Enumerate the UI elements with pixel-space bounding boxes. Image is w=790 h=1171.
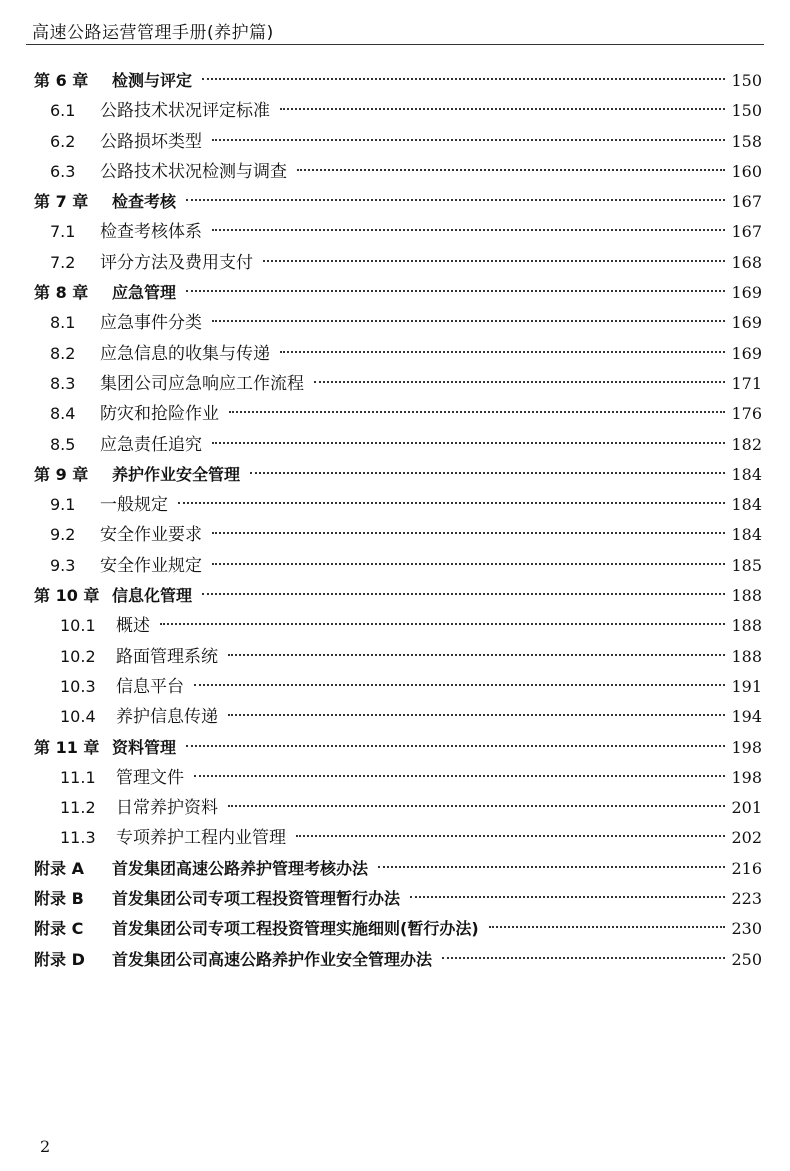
toc-entry-page: 184 bbox=[731, 464, 762, 484]
toc-entry-label: 10.4 bbox=[60, 707, 96, 727]
toc-entry-page: 168 bbox=[731, 252, 762, 272]
dot-leader bbox=[160, 621, 725, 625]
toc-entry-title: 首发集团公司专项工程投资管理实施细则(暂行办法) bbox=[112, 919, 479, 939]
toc-entry-label: 8.1 bbox=[50, 313, 76, 333]
toc-entry-appendix[interactable] bbox=[34, 945, 762, 975]
toc-entry-page: 185 bbox=[731, 555, 762, 575]
toc-entry-title: 首发集团公司高速公路养护作业安全管理办法 bbox=[112, 949, 433, 969]
toc-entry-title: 概述 bbox=[116, 616, 150, 637]
dot-leader bbox=[314, 379, 725, 383]
dot-leader bbox=[212, 318, 725, 322]
toc-entry-chapter[interactable] bbox=[34, 581, 762, 611]
toc-entry-label: 6.3 bbox=[50, 161, 76, 181]
toc-entry-title: 应急责任追究 bbox=[100, 434, 202, 455]
dot-leader bbox=[250, 470, 725, 474]
toc-entry-label: 附录 B bbox=[34, 889, 84, 909]
dot-leader bbox=[212, 137, 725, 141]
toc-entry-title: 专项养护工程内业管理 bbox=[116, 828, 286, 849]
toc-entry-page: 167 bbox=[731, 192, 762, 212]
dot-leader bbox=[296, 833, 725, 837]
toc-entry-title: 评分方法及费用支付 bbox=[100, 252, 253, 273]
toc-entry-label: 10.3 bbox=[60, 676, 96, 696]
toc-entry-label: 第 11 章 bbox=[34, 737, 100, 757]
dot-leader bbox=[212, 227, 725, 231]
toc-entry-page: 202 bbox=[731, 828, 762, 848]
toc-entry-title: 首发集团公司专项工程投资管理暂行办法 bbox=[112, 889, 401, 909]
toc-entry-page: 169 bbox=[731, 343, 762, 363]
toc-entry-title: 防灾和抢险作业 bbox=[100, 404, 219, 425]
toc-entry-title: 检查考核 bbox=[112, 192, 177, 212]
toc-entry-page: 150 bbox=[731, 71, 762, 90]
toc-entry-title: 养护作业安全管理 bbox=[112, 464, 241, 484]
toc-entry-label: 第 8 章 bbox=[34, 283, 89, 303]
toc-entry-title: 首发集团高速公路养护管理考核办法 bbox=[112, 858, 369, 878]
toc-entry-section[interactable] bbox=[34, 248, 762, 278]
toc-entry-page: 169 bbox=[731, 283, 762, 303]
toc-entry-title: 管理文件 bbox=[116, 767, 184, 788]
toc-entry-label: 第 6 章 bbox=[34, 71, 89, 90]
dot-leader bbox=[229, 409, 725, 413]
toc-entry-chapter[interactable] bbox=[34, 278, 762, 308]
toc-entry-title: 路面管理系统 bbox=[116, 646, 218, 667]
toc-entry-label: 6.2 bbox=[50, 131, 76, 151]
dot-leader bbox=[410, 894, 725, 898]
toc-entry-label: 6.1 bbox=[50, 101, 76, 121]
dot-leader bbox=[442, 955, 725, 959]
dot-leader bbox=[378, 864, 725, 868]
dot-leader bbox=[212, 561, 725, 565]
toc-entry-title: 集团公司应急响应工作流程 bbox=[100, 373, 304, 394]
toc-entry-page: 230 bbox=[731, 919, 762, 939]
toc-entry-sub[interactable] bbox=[34, 642, 762, 672]
toc-entry-appendix[interactable] bbox=[34, 914, 762, 944]
table-of-contents bbox=[34, 66, 762, 975]
toc-entry-page: 171 bbox=[731, 373, 762, 393]
dot-leader bbox=[212, 530, 725, 534]
toc-entry-page: 250 bbox=[731, 949, 762, 969]
toc-entry-title: 信息化管理 bbox=[112, 586, 193, 606]
toc-entry-title: 应急事件分类 bbox=[100, 313, 202, 334]
toc-entry-appendix[interactable] bbox=[34, 854, 762, 884]
toc-entry-section[interactable] bbox=[34, 308, 762, 338]
toc-entry-label: 9.2 bbox=[50, 525, 76, 545]
toc-entry-chapter[interactable] bbox=[34, 66, 762, 96]
toc-entry-chapter[interactable] bbox=[34, 460, 762, 490]
toc-entry-sub[interactable] bbox=[34, 702, 762, 732]
dot-leader bbox=[178, 500, 725, 504]
toc-entry-section[interactable] bbox=[34, 339, 762, 369]
toc-entry-label: 第 7 章 bbox=[34, 192, 89, 212]
dot-leader bbox=[186, 197, 725, 201]
toc-entry-title: 公路损坏类型 bbox=[100, 131, 202, 152]
dot-leader bbox=[194, 682, 725, 686]
toc-entry-label: 11.3 bbox=[60, 828, 96, 848]
dot-leader bbox=[297, 167, 725, 171]
toc-entry-label: 10.2 bbox=[60, 646, 96, 666]
toc-entry-section[interactable] bbox=[34, 490, 762, 520]
toc-entry-sub[interactable] bbox=[34, 763, 762, 793]
toc-entry-page: 191 bbox=[731, 676, 762, 696]
toc-entry-title: 信息平台 bbox=[116, 676, 184, 697]
toc-entry-page: 201 bbox=[731, 798, 762, 818]
toc-entry-section[interactable] bbox=[34, 369, 762, 399]
toc-entry-label: 11.1 bbox=[60, 767, 96, 787]
toc-entry-page: 160 bbox=[731, 161, 762, 181]
toc-entry-title: 资料管理 bbox=[112, 737, 177, 757]
toc-entry-title: 一般规定 bbox=[100, 495, 168, 516]
toc-entry-label: 8.3 bbox=[50, 373, 76, 393]
toc-entry-page: 194 bbox=[731, 707, 762, 727]
toc-entry-page: 188 bbox=[731, 616, 762, 636]
toc-entry-label: 9.3 bbox=[50, 555, 76, 575]
toc-entry-page: 182 bbox=[731, 434, 762, 454]
toc-entry-sub[interactable] bbox=[34, 672, 762, 702]
toc-entry-section[interactable] bbox=[34, 127, 762, 157]
toc-entry-label: 8.5 bbox=[50, 434, 76, 454]
dot-leader bbox=[280, 349, 725, 353]
toc-entry-label: 8.2 bbox=[50, 343, 76, 363]
toc-entry-label: 附录 C bbox=[34, 919, 84, 939]
toc-entry-page: 188 bbox=[731, 646, 762, 666]
toc-entry-title: 应急信息的收集与传递 bbox=[100, 343, 270, 364]
dot-leader bbox=[280, 106, 725, 110]
toc-entry-label: 7.1 bbox=[50, 222, 76, 242]
toc-entry-title: 安全作业要求 bbox=[100, 525, 202, 546]
dot-leader bbox=[263, 258, 725, 262]
dot-leader bbox=[194, 773, 725, 777]
toc-entry-title: 检查考核体系 bbox=[100, 222, 202, 243]
toc-entry-section[interactable] bbox=[34, 520, 762, 550]
toc-entry-chapter[interactable] bbox=[34, 187, 762, 217]
page-number: 2 bbox=[40, 1137, 51, 1156]
dot-leader bbox=[186, 743, 725, 747]
toc-entry-title: 应急管理 bbox=[112, 283, 177, 303]
toc-entry-title: 检测与评定 bbox=[112, 71, 193, 90]
toc-entry-page: 223 bbox=[731, 889, 762, 909]
toc-entry-title: 日常养护资料 bbox=[116, 798, 218, 819]
toc-entry-label: 11.2 bbox=[60, 798, 96, 818]
toc-entry-title: 公路技术状况检测与调查 bbox=[100, 161, 287, 182]
header-rule bbox=[26, 44, 764, 45]
toc-entry-label: 第 10 章 bbox=[34, 586, 100, 606]
toc-entry-page: 158 bbox=[731, 131, 762, 151]
toc-entry-label: 第 9 章 bbox=[34, 464, 89, 484]
toc-entry-page: 188 bbox=[731, 586, 762, 606]
dot-leader bbox=[212, 440, 725, 444]
toc-entry-title: 安全作业规定 bbox=[100, 555, 202, 576]
toc-entry-page: 198 bbox=[731, 737, 762, 757]
dot-leader bbox=[228, 652, 725, 656]
toc-entry-section[interactable] bbox=[34, 551, 762, 581]
dot-leader bbox=[202, 76, 725, 80]
dot-leader bbox=[186, 288, 725, 292]
toc-entry-label: 10.1 bbox=[60, 616, 96, 636]
toc-entry-title: 公路技术状况评定标准 bbox=[100, 101, 270, 122]
toc-entry-section[interactable] bbox=[34, 96, 762, 126]
toc-entry-sub[interactable] bbox=[34, 611, 762, 641]
toc-entry-section[interactable] bbox=[34, 157, 762, 187]
toc-entry-page: 176 bbox=[731, 404, 762, 424]
toc-entry-sub[interactable] bbox=[34, 823, 762, 853]
dot-leader bbox=[202, 591, 725, 595]
dot-leader bbox=[228, 712, 725, 716]
toc-entry-page: 198 bbox=[731, 767, 762, 787]
toc-entry-label: 8.4 bbox=[50, 404, 76, 424]
toc-entry-chapter[interactable] bbox=[34, 733, 762, 763]
toc-entry-page: 167 bbox=[731, 222, 762, 242]
toc-entry-page: 150 bbox=[731, 101, 762, 121]
toc-entry-section[interactable] bbox=[34, 430, 762, 460]
toc-entry-page: 169 bbox=[731, 313, 762, 333]
running-header: 高速公路运营管理手册(养护篇) bbox=[32, 23, 274, 43]
toc-entry-sub[interactable] bbox=[34, 793, 762, 823]
toc-entry-label: 附录 D bbox=[34, 949, 85, 969]
toc-entry-label: 7.2 bbox=[50, 252, 76, 272]
toc-entry-label: 附录 A bbox=[34, 858, 84, 878]
toc-entry-section[interactable] bbox=[34, 399, 762, 429]
dot-leader bbox=[489, 924, 726, 928]
toc-entry-label: 9.1 bbox=[50, 495, 76, 515]
toc-entry-section[interactable] bbox=[34, 217, 762, 247]
dot-leader bbox=[228, 803, 725, 807]
toc-entry-page: 216 bbox=[731, 858, 762, 878]
toc-entry-appendix[interactable] bbox=[34, 884, 762, 914]
toc-entry-page: 184 bbox=[731, 495, 762, 515]
toc-entry-title: 养护信息传递 bbox=[116, 707, 218, 728]
toc-entry-page: 184 bbox=[731, 525, 762, 545]
